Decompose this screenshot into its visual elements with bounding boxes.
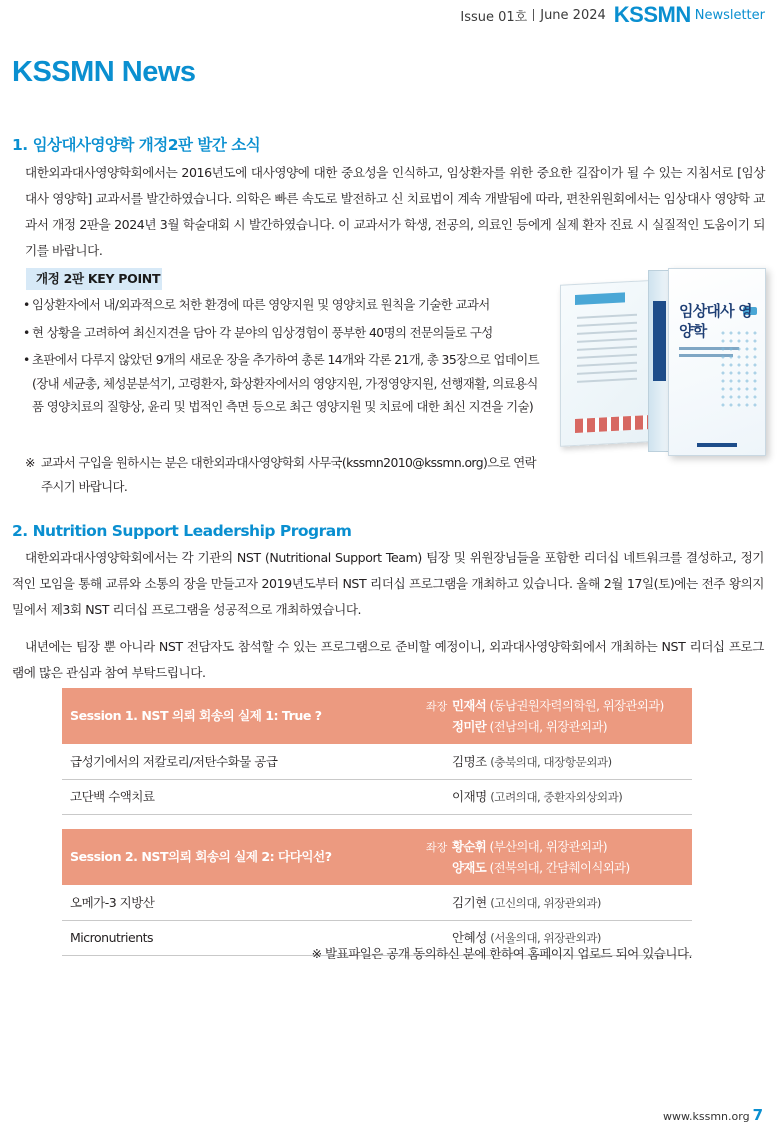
table-row (62, 886, 692, 921)
textbook-front-cover (668, 268, 766, 456)
speaker-affiliation: (고려의대, 중환자외상외과) (490, 790, 623, 804)
chair-name: 양재도 (452, 860, 487, 875)
keypoint-title: 개정 2판 KEY POINT (26, 268, 162, 290)
section2-paragraph-1: 대한외과대사영양학회에서는 각 기관의 NST (Nutritional Support Team) 팀장 및 위원장님들을 포함한 리더십 네트워크를 결성하고, 정기적인 모임을 통해 교류와 소통의 장을 만들고자 2019년도부터 NST 리더십 프로그램을 개최하고 있습니다. 올해 2월 17일(토)에는 전주 왕의지밀에서 제3회 NST 리더십 프로그램을 성공적으로 개최하였습니다. (12, 550, 764, 617)
talk-title: 급성기에서의 저칼로리/저탄수화물 공급 (70, 754, 278, 769)
note-mark: ※ (25, 455, 35, 470)
chair-name: 민재석 (452, 698, 487, 713)
session-chair (452, 717, 607, 735)
session-header (62, 829, 692, 886)
chair-affiliation: (동남권원자력의학원, 위장관외과) (489, 698, 664, 713)
website-url: www.kssmn.org (663, 1110, 750, 1123)
talk-speaker (452, 886, 601, 920)
section1-heading: 1. 임상대사영양학 개정2판 발간 소식 (12, 136, 261, 154)
program-table (62, 688, 692, 956)
chair-affiliation: (전남의대, 위장관외과) (489, 719, 607, 734)
issue-number: Issue 01호 (460, 9, 528, 25)
session-title: Session 1. NST 의뢰 회송의 실제 1: True ? (70, 708, 322, 723)
speaker-name: 안혜성 (452, 930, 487, 945)
keypoint-list (22, 293, 542, 423)
kssmn-logo: KSSMN (613, 2, 691, 27)
speaker-name: 이재명 (452, 789, 487, 804)
keypoint-item: • 현 상황을 고려하여 최신지견을 담아 각 분야의 임상경험이 풍부한 40명의 전문의들로 구성 (22, 321, 542, 345)
chair-role: 좌장 (426, 841, 448, 854)
chair-affiliation: (전북의대, 간담췌이식외과) (489, 860, 630, 875)
newsletter-header (460, 2, 765, 28)
session-chair (452, 696, 664, 714)
issue-date: June 2024 (540, 7, 606, 23)
section2-heading: 2. Nutrition Support Leadership Program (12, 522, 352, 540)
purchase-note (25, 451, 545, 498)
chair-name: 정미란 (452, 719, 487, 734)
table-row (62, 780, 692, 815)
textbook-title: 임상대사 영양학 (679, 302, 752, 340)
page-number: 7 (752, 1106, 763, 1124)
talk-speaker (452, 780, 622, 814)
keypoint-item: • 초판에서 다루지 않았던 9개의 새로운 장을 추가하여 총론 14개와 각론 21개, 총 35장으로 업데이트(장내 세균총, 체성분분석기, 고령환자, 화상환자에서의 영양지원, 가정영양지원, 선행재활, 의료용식품 영양치료의 질향상, 윤리 및 법적인 측면 등으로 최근 영양지원 및 치료에 대한 최신 지견을 기술) (22, 348, 542, 419)
speaker-affiliation: (고신의대, 위장관외과) (490, 896, 601, 910)
purchase-note-text: 교과서 구입을 원하시는 분은 대한외과대사영양학회 사무국(kssmn2010@kssmn.org)으로 연락주시기 바랍니다. (41, 455, 537, 494)
keypoint-item: • 임상환자에서 내/외과적으로 처한 환경에 따른 영양지원 및 영양치료 원칙을 기술한 교과서 (22, 293, 542, 317)
speaker-name: 김명조 (452, 754, 487, 769)
talk-title: Micronutrients (70, 930, 154, 945)
chair-affiliation: (부산의대, 위장관외과) (489, 839, 607, 854)
newsletter-label: Newsletter (694, 7, 765, 23)
session-title: Session 2. NST의뢰 회송의 실제 2: 다다익선? (70, 849, 332, 864)
upload-note: ※ 발표파일은 공개 동의하신 분에 한하여 홈페이지 업로드 되어 있습니다. (311, 946, 692, 961)
session-chair (452, 858, 630, 876)
textbook-image (560, 268, 766, 458)
page-title: KSSMN News (12, 56, 196, 88)
session-header (62, 688, 692, 745)
chair-name: 황순휘 (452, 839, 487, 854)
talk-title: 오메가-3 지방산 (70, 895, 155, 910)
speaker-affiliation: (충북의대, 대장항문외과) (490, 755, 612, 769)
section1-paragraph: 대한외과대사영양학회에서는 2016년도에 대사영양에 대한 중요성을 인식하고, 임상환자를 위한 중요한 길잡이가 될 수 있는 지침서로 [임상 대사 영양학] 교과서를 발간하였습니다. 의학은 빠른 속도로 발전하고 신 치료법이 계속 개발됨에 따라, 편찬위원회에서는 임상대사 영양학 교과서 개정 2판을 2024년 3월 학술대회 시 발간하였습니다. 이 교과서가 학생, 전공의, 의료인 등에게 실제 환자 진료 시 실질적인 도움이기 되기를 바랍니다. (25, 165, 765, 258)
speaker-affiliation: (서울의대, 위장관외과) (490, 931, 601, 945)
header-divider (533, 9, 534, 21)
section2-paragraph-2: 내년에는 팀장 뿐 아니라 NST 전담자도 참석할 수 있는 프로그램으로 준비할 예정이니, 외과대사영양학회에서 개최하는 NST 리더십 프로그램에 많은 관심과 참여 부탁드립니다. (12, 639, 764, 680)
page-footer (663, 1106, 763, 1124)
speaker-name: 김기현 (452, 895, 487, 910)
table-row (62, 745, 692, 780)
session-chair (452, 837, 607, 855)
chair-role: 좌장 (426, 700, 448, 713)
talk-speaker (452, 745, 612, 779)
talk-title: 고단백 수액치료 (70, 789, 155, 804)
